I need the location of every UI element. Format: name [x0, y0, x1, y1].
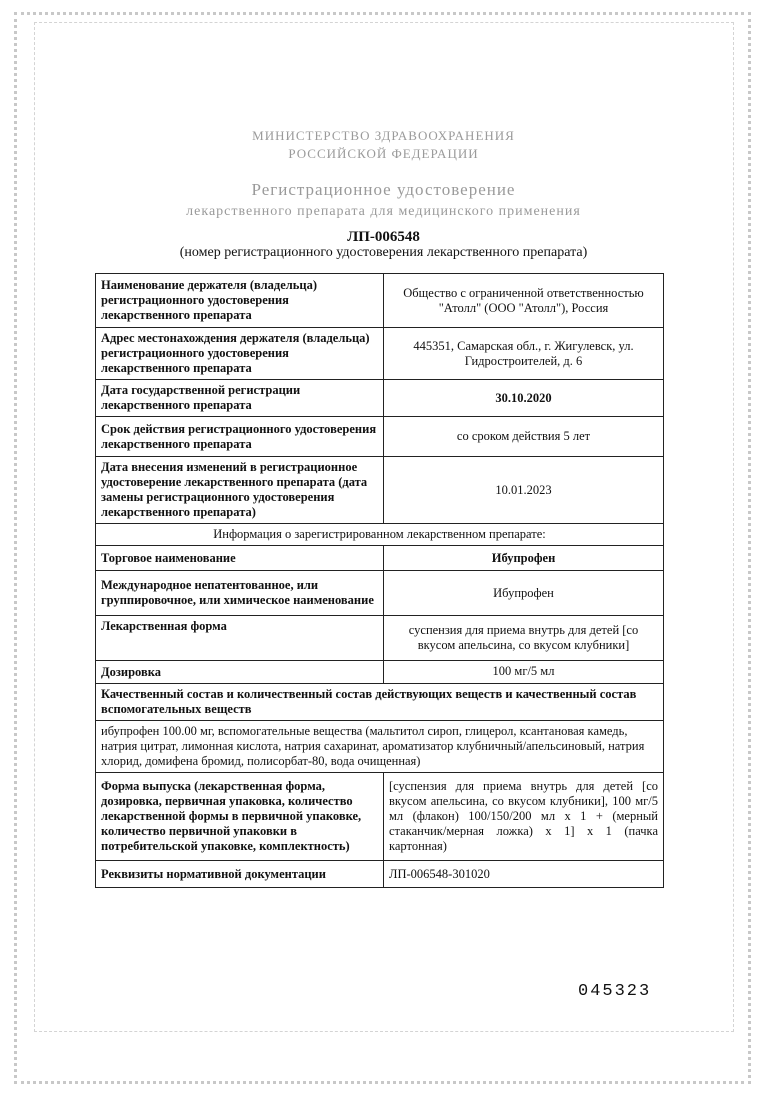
normative-value: ЛП-006548-301020 — [384, 861, 664, 888]
table-row — [96, 721, 664, 773]
row-value: Ибупрофен — [384, 571, 664, 616]
table-row — [96, 274, 664, 328]
row-value: Общество с ограниченной ответственностью "Атолл" (ООО "Атолл"), Россия — [384, 274, 664, 328]
table-row — [96, 457, 664, 524]
row-value: суспензия для приема внутрь для детей [со вкусом апельсина, со вкусом клубники] — [384, 616, 664, 661]
row-value: 10.01.2023 — [384, 457, 664, 524]
release-form-value: [суспензия для приема внутрь для детей [со вкусом апельсина, со вкусом клубники], 100 мг/5 мл (флакон) 100/150/200 мл x 1 + (мерный стаканчик/мерная ложка) x 1] x 1 (пачка картонная) — [384, 773, 664, 861]
table-row — [96, 546, 664, 571]
composition-text: ибупрофен 100.00 мг, вспомогательные вещества (мальтитол сироп, глицерол, ксантановая камедь, натрия цитрат, лимонная кислота, натрия сахаринат, ароматизатор клубничный/апельсиновый, натрия хлорид, домифена бромид, полисорбат-80, вода очищенная) — [96, 721, 664, 773]
release-form-label: Форма выпуска (лекарственная форма, дозировка, первичная упаковка, количество лекарственной формы в первичной упаковке, количество первичной упаковки в потребительской упаковке, комплектность) — [96, 773, 384, 861]
table-row — [96, 380, 664, 417]
registration-number-caption: (номер регистрационного удостоверения лекарственного препарата) — [179, 245, 588, 260]
normative-label: Реквизиты нормативной документации — [96, 861, 384, 888]
table-row — [96, 571, 664, 616]
row-value: со сроком действия 5 лет — [384, 417, 664, 457]
document-subtitle: лекарственного препарата для медицинского применения — [186, 204, 581, 219]
row-label: Международное непатентованное, или группировочное, или химическое наименование — [96, 571, 384, 616]
registration-number: ЛП-006548 — [347, 229, 420, 245]
ministry-line-1: МИНИСТЕРСТВО ЗДРАВООХРАНЕНИЯ — [252, 128, 515, 143]
row-label: Торговое наименование — [96, 546, 384, 571]
row-value: 30.10.2020 — [384, 380, 664, 417]
row-value: 445351, Самарская обл., г. Жигулевск, ул. Гидростроителей, д. 6 — [384, 328, 664, 380]
composition-heading: Качественный состав и количественный состав действующих веществ и качественный состав вспомогательных веществ — [96, 684, 664, 721]
serial-number: 045323 — [578, 982, 652, 1001]
row-value: 100 мг/5 мл — [384, 661, 664, 684]
row-label: Дозировка — [96, 661, 384, 684]
ministry-line-2: РОССИЙСКОЙ ФЕДЕРАЦИИ — [288, 146, 479, 161]
row-value: Ибупрофен — [384, 546, 664, 571]
table-row — [96, 328, 664, 380]
table-row — [96, 616, 664, 661]
info-heading: Информация о зарегистрированном лекарственном препарате: — [96, 524, 664, 546]
document-title: Регистрационное удостоверение — [251, 180, 516, 199]
table-row — [96, 684, 664, 721]
table-row — [96, 417, 664, 457]
row-label: Срок действия регистрационного удостоверения лекарственного препарата — [96, 417, 384, 457]
row-label: Дата внесения изменений в регистрационное удостоверение лекарственного препарата (дата замены регистрационного удостоверения лекарственного препарата) — [96, 457, 384, 524]
table-row — [96, 661, 664, 684]
row-label: Дата государственной регистрации лекарственного препарата — [96, 380, 384, 417]
row-label: Наименование держателя (владельца) регистрационного удостоверения лекарственного препарата — [96, 274, 384, 328]
row-label: Адрес местонахождения держателя (владельца) регистрационного удостоверения лекарственного препарата — [96, 328, 384, 380]
row-label: Лекарственная форма — [96, 616, 384, 661]
registration-table — [95, 273, 664, 888]
table-row — [96, 773, 664, 861]
table-row — [96, 524, 664, 546]
table-row — [96, 861, 664, 888]
